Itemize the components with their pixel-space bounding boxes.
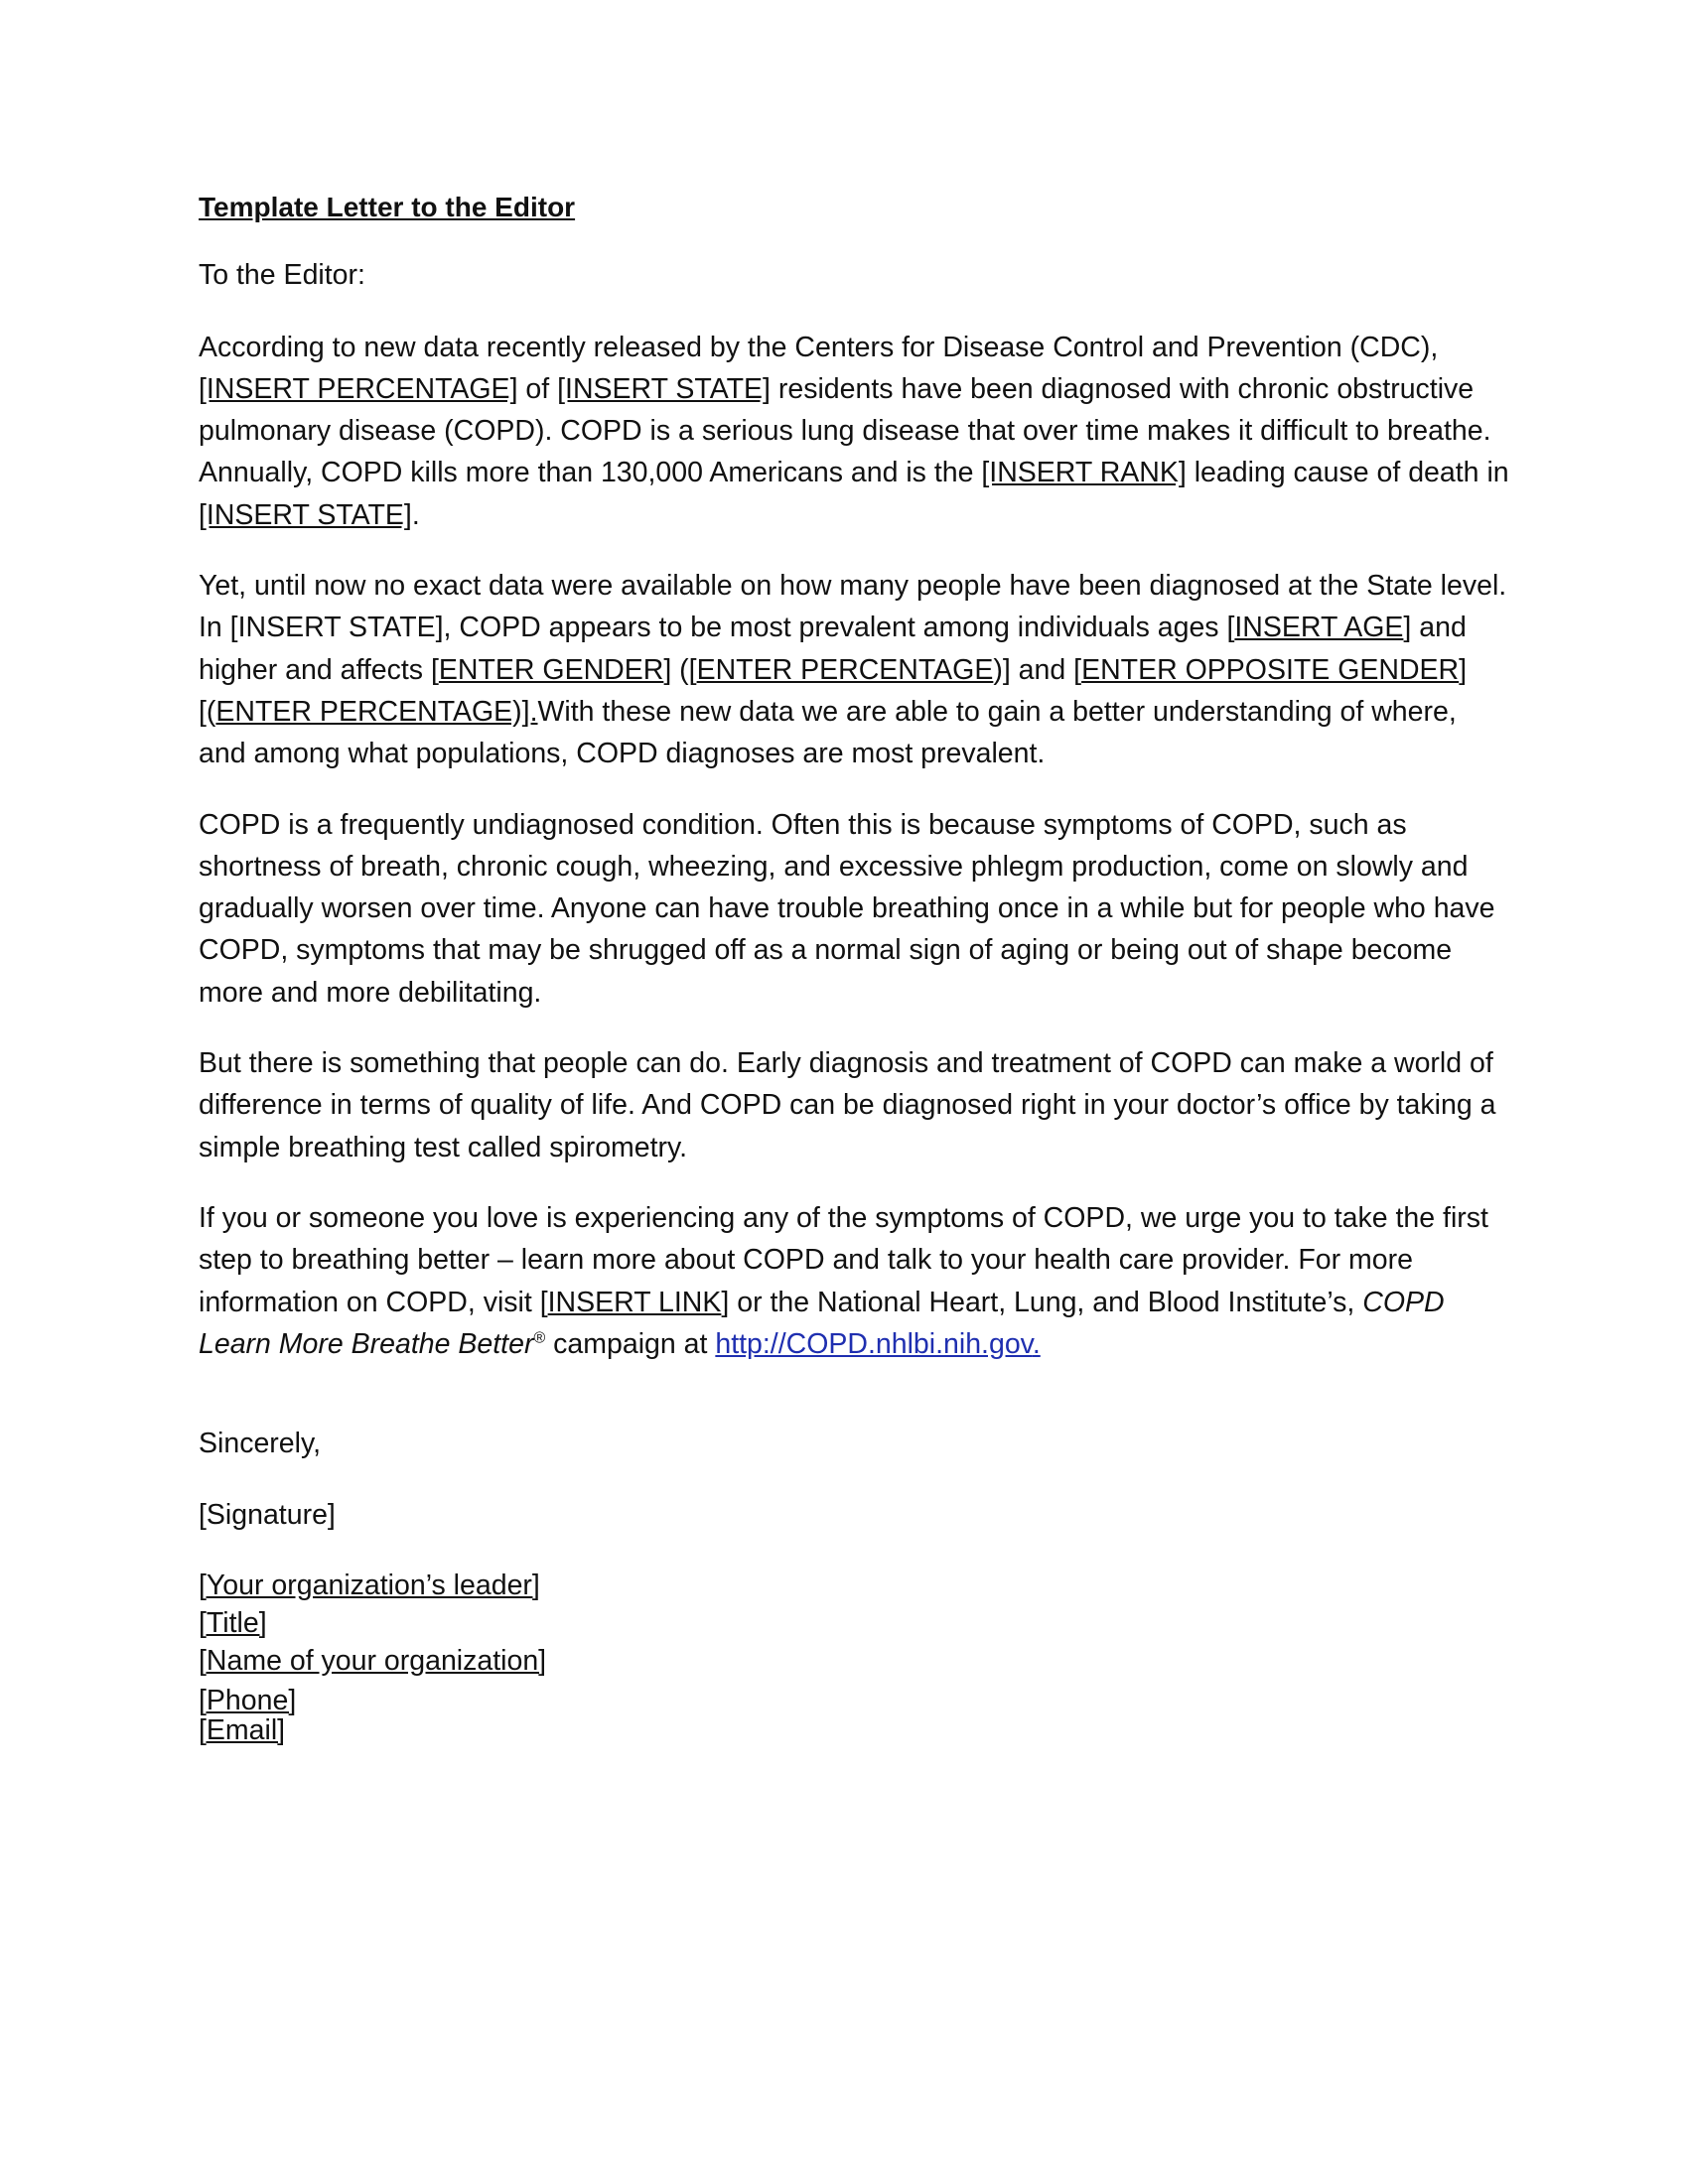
placeholder-state: [INSERT STATE] bbox=[199, 498, 412, 531]
placeholder-opposite-gender: ENTER OPPOSITE GENDER bbox=[1081, 653, 1460, 686]
text-segment: ] and higher and affects [ bbox=[199, 612, 1467, 686]
placeholder-gender: ENTER GENDER bbox=[438, 653, 664, 686]
placeholder-link: INSERT LINK bbox=[547, 1286, 722, 1318]
paragraph-early-diagnosis: But there is something that people can do. Early diagnosis and treatment of COPD can make a world of difference in terms of quality of life. And COPD can be diagnosed right in your doctor’s office by taking a simple breathing test called spirometry. bbox=[199, 1047, 1496, 1163]
placeholder-title: [Title] bbox=[199, 1606, 267, 1639]
placeholder-percentage: ENTER PERCENTAGE bbox=[696, 653, 994, 686]
text-segment: of bbox=[517, 372, 558, 405]
text-segment: )] and [ bbox=[993, 653, 1082, 686]
text-segment: . bbox=[411, 498, 420, 531]
paragraph-call-to-action bbox=[199, 1197, 1509, 1365]
text-segment: Yet, until now no exact data were available on how many people have been diagnosed at the State level. In [INSERT STATE], COPD appears to be most prevalent among individuals ages [ bbox=[199, 570, 1507, 644]
paragraph-cdc-data bbox=[199, 327, 1509, 536]
text-segment: With these new data we are able to gain a better understanding of where, and among what populations, COPD diagnoses are most prevalent. bbox=[199, 695, 1457, 770]
text-segment: leading cause of death in bbox=[1186, 457, 1509, 489]
link-period: . bbox=[1032, 1327, 1041, 1360]
placeholder-percentage: ENTER PERCENTAGE)]. bbox=[215, 695, 538, 728]
placeholder-phone: [Phone] bbox=[199, 1684, 297, 1716]
placeholder-email: [Email] bbox=[199, 1713, 286, 1746]
placeholder-organization: [Name of your organization] bbox=[199, 1644, 547, 1677]
signature-placeholder: [Signature] bbox=[199, 1499, 336, 1532]
placeholder-state: [INSERT STATE] bbox=[557, 372, 771, 405]
paragraph-state-level bbox=[199, 565, 1509, 774]
letter-body bbox=[199, 187, 1509, 1745]
placeholder-age: INSERT AGE bbox=[1234, 612, 1404, 644]
text-segment: ] or the National Heart, Lung, and Blood Institute’s, bbox=[721, 1286, 1363, 1318]
text-segment: According to new data recently released by the Centers for Disease Control and Prevention (CDC), bbox=[199, 331, 1439, 363]
text-segment: ] ([ bbox=[663, 653, 697, 686]
signature-block bbox=[199, 1567, 1509, 1745]
campaign-name: COPD Learn More Breathe Better bbox=[199, 1286, 1445, 1360]
document-title: Template Letter to the Editor bbox=[199, 192, 576, 222]
nhlbi-link[interactable]: http://COPD.nhlbi.nih.gov bbox=[715, 1327, 1033, 1360]
paragraph-undiagnosed: COPD is a frequently undiagnosed condition. Often this is because symptoms of COPD, such as shortness of breath, chronic cough, wheezing, and excessive phlegm production, come on slowly and gradually worsen over time. Anyone can have trouble breathing once in a while but for people who have COPD, symptoms that may be shrugged off as a normal sign of aging or being out of shape become more and more debilitating. bbox=[199, 808, 1495, 1009]
closing: Sincerely, bbox=[199, 1428, 322, 1460]
text-segment: If you or someone you love is experiencing any of the symptoms of COPD, we urge you to take the first step to breathing better – learn more about COPD and talk to your health care provider. For more information on COPD, visit [ bbox=[199, 1201, 1488, 1318]
registered-mark: ® bbox=[533, 1329, 546, 1347]
placeholder-leader: [Your organization’s leader] bbox=[199, 1569, 540, 1601]
greeting: To the Editor: bbox=[199, 259, 365, 292]
text-segment: residents have been diagnosed with chronic obstructive pulmonary disease (COPD). COPD is a serious lung disease that over time makes it difficult to breathe. Annually, COPD kills more than 130,000 Americans and is the bbox=[199, 372, 1491, 489]
placeholder-percentage: [INSERT PERCENTAGE] bbox=[199, 372, 518, 405]
placeholder-rank: [INSERT RANK] bbox=[981, 457, 1187, 489]
text-segment: campaign at bbox=[545, 1327, 716, 1360]
text-segment: ] [( bbox=[199, 653, 1468, 728]
